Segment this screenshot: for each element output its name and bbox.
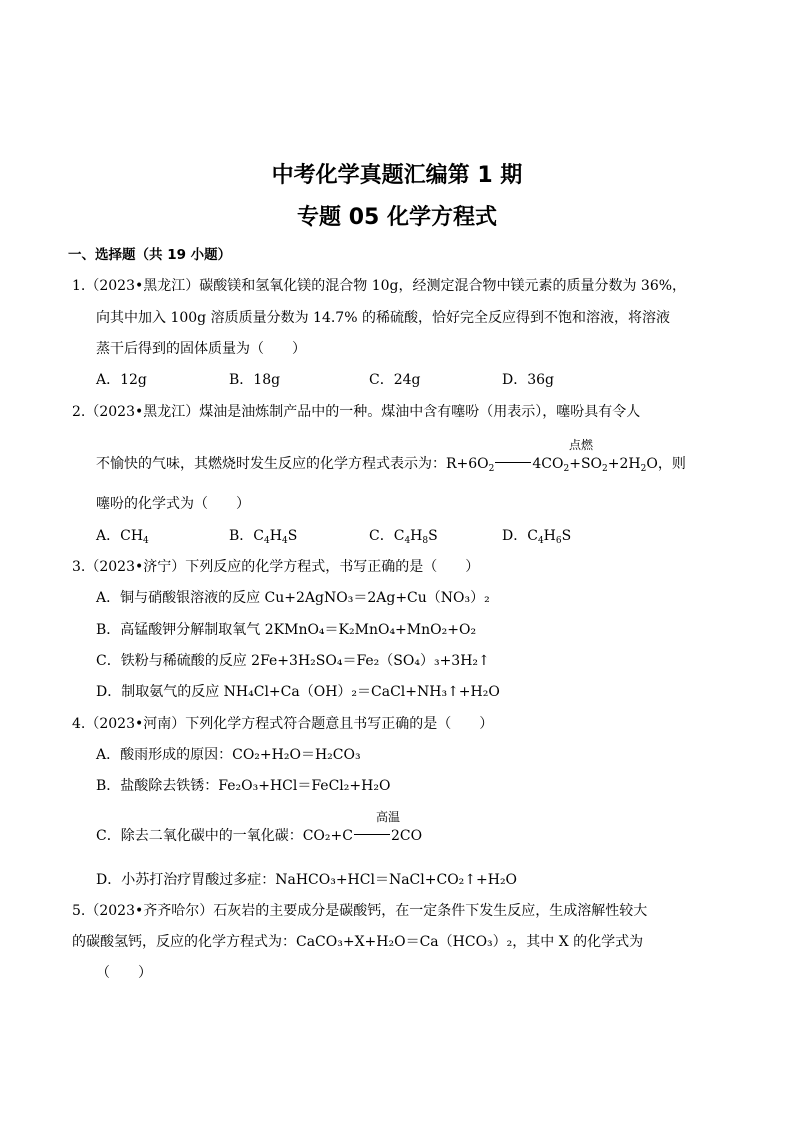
q2-reaction-arrow	[495, 462, 531, 463]
q2-option-b: B．$C_4H_4S$	[229, 528, 298, 546]
q2-line-1: 2.（2023•黑龙江）煤油是油炼制产品中的一种。煤油中含有噻吩（用表示），噻吩具有令人	[72, 404, 641, 420]
q1-line-2: 向其中加入 100g 溶质质量分数为 14.7% 的稀硫酸，恰好完全反应得到不饱和溶液，将溶液	[96, 310, 670, 326]
q3-option-a: A．铜与硝酸银溶液的反应 Cu+2AgNO₃＝2Ag+Cu（NO₃）₂	[96, 590, 490, 606]
q1-line-1: 1.（2023•黑龙江）碳酸镁和氢氧化镁的混合物 10g，经测定混合物中镁元素的质量分数为 36%，	[72, 278, 687, 294]
q2-reactants: $R+6O_2$	[446, 456, 495, 474]
q2-products: $4CO_2+SO_2+2H_2O$，则	[532, 456, 686, 474]
q3-option-c: C．铁粉与稀硫酸的反应 2Fe+3H₂SO₄＝Fe₂（SO₄）₃+3H₂↑	[96, 653, 490, 669]
q4-option-b: B．盐酸除去铁锈：Fe₂O₃+HCl＝FeCl₂+H₂O	[96, 778, 391, 794]
q3-option-b: B．高锰酸钾分解制取氧气 2KMnO₄＝K₂MnO₄+MnO₂+O₂	[96, 622, 477, 638]
q1-option-b: B．18g	[229, 372, 281, 388]
q1-option-a: A．12g	[96, 372, 147, 388]
q2-line-2-text: 不愉快的气味，其燃烧时发生反应的化学方程式表示为：	[96, 456, 446, 472]
section-heading: 一、选择题（共 19 小题）	[68, 247, 232, 263]
document-title: 中考化学真题汇编第 1 期	[271, 163, 523, 188]
q2-option-c: C．$C_4H_8S$	[369, 528, 438, 546]
q2-line-2	[96, 454, 686, 474]
q2-option-a: A．$CH_4$	[96, 528, 149, 546]
q4-option-d: D．小苏打治疗胃酸过多症：NaHCO₃+HCl＝NaCl+CO₂↑+H₂O	[96, 872, 518, 888]
q4-line-1: 4.（2023•河南）下列化学方程式符合题意且书写正确的是（ ）	[72, 716, 494, 732]
q1-option-c: C．24g	[369, 372, 421, 388]
q2-reaction-condition: 点燃	[569, 438, 594, 452]
q3-line-1: 3.（2023•济宁）下列反应的化学方程式，书写正确的是（ ）	[72, 559, 480, 575]
q3-option-d: D．制取氨气的反应 NH₄Cl+Ca（OH）₂＝CaCl+NH₃↑+H₂O	[96, 684, 500, 700]
q4-option-c: C．除去二氧化碳中的一氧化碳：CO₂+C 2CO	[96, 828, 423, 844]
q1-line-3: 蒸干后得到的固体质量为（ ）	[96, 341, 306, 357]
document-subtitle: 专题 05 化学方程式	[297, 205, 497, 230]
q2-line-3: 噻吩的化学式为（ ）	[96, 496, 250, 512]
q5-line-2: 的碳酸氢钙，反应的化学方程式为：CaCO₃+X+H₂O＝Ca（HCO₃）₂，其中 X 的化学式为	[72, 934, 644, 950]
q5-line-3: （ ）	[96, 965, 152, 981]
q1-option-d: D．36g	[502, 372, 555, 388]
q5-line-1: 5.（2023•齐齐哈尔）石灰岩的主要成分是碳酸钙，在一定条件下发生反应，生成溶解性较大	[72, 903, 648, 919]
q2-option-d: D．$C_4H_6S$	[502, 528, 572, 546]
q4-option-a: A．酸雨形成的原因：CO₂+H₂O＝H₂CO₃	[96, 747, 361, 763]
q4-reaction-condition: 高温	[376, 810, 401, 824]
q4-reaction-arrow	[354, 834, 390, 835]
